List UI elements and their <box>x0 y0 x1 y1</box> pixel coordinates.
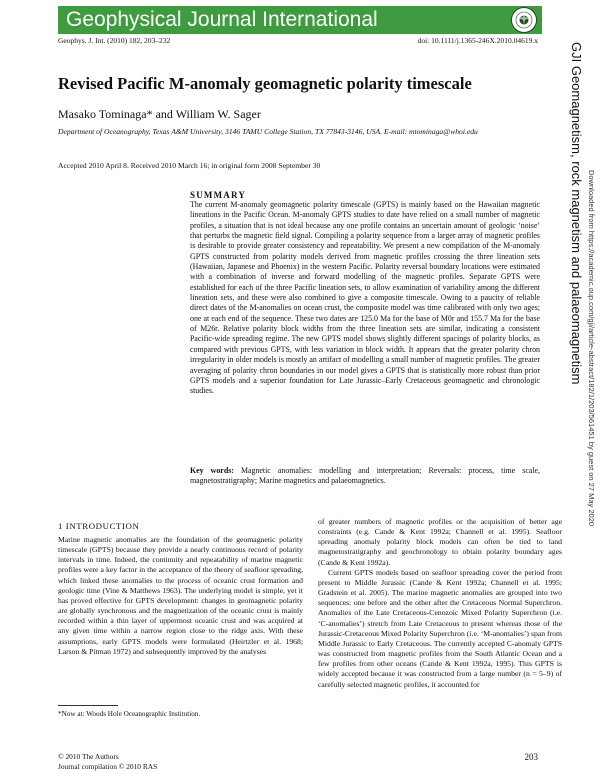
section-heading-introduction: 1 INTRODUCTION <box>58 521 140 531</box>
page-number: 203 <box>524 752 538 762</box>
intro-paragraph-1-continued: of greater numbers of magnetic profiles or the acquisition of better age constraints (e.g. Cande & Kent 1992a; Channell et al. 1995). Seafloor spreading anomaly polarity block models can often be tied to land magnetostratigraphy and geochronology to obtain polarity boundary ages (Cande & Kent 1992a). <box>318 517 562 567</box>
article-title: Revised Pacific M-anomaly geomagnetic polarity timescale <box>58 74 472 93</box>
journal-banner <box>58 6 542 34</box>
summary-heading: SUMMARY <box>190 190 247 200</box>
journal-title: Geophysical Journal International <box>66 8 378 31</box>
society-seal-icon <box>510 6 538 34</box>
subject-section-label: GJI Geomagnetism, rock magnetism and palaeomagnetism <box>569 42 584 385</box>
download-watermark: Downloaded from https://academic.oup.com/gji/article-abstract/182/1/203/561451 by guest on 27 May 2020 <box>587 170 596 527</box>
footnote: *Now at: Woods Hole Oceanographic Institution. <box>58 710 201 718</box>
body-column-right <box>318 517 562 690</box>
publication-dates: Accepted 2010 April 8. Received 2010 March 16; in original form 2008 September 30 <box>58 161 321 170</box>
keywords-text: Magnetic anomalies: modelling and interpretation; Reversals: process, time scale, magnetostratigraphy; Marine magnetics and palaeomagnetics. <box>190 466 540 486</box>
author-list: Masako Tominaga* and William W. Sager <box>58 107 261 121</box>
intro-paragraph-2: Current GPTS models based on seafloor spreading cover the period from present to Middle Jurassic (Cande & Kent 1992a; Channell et al. 1995; Gradstein et al. 2005). The marine magnetic anomalies are grouped into two sequences: one before and the other after the Cretaceous Normal Superchron. Anomalies of the Late Cretaceous-Cenozoic Mixed Polarity Superchron (i.e. ‘C-anomalies’) stretch from Late Cretaceous to present whereas those of the Jurassic-Cretaceous Mixed Polarity Superchron (i.e. ‘M-anomalies’) span from Middle Jurassic to Early Cretaceous. The currently accepted C-anomaly GPTS was constructed from magnetic profiles from the South Atlantic Ocean and a few profiles from other oceans (Cande & Kent 1992a, 1995). This GPTS is widely accepted because it was constructed from a large number (n = 5–9) of carefully selected magnetic profiles, it accounted for <box>318 567 562 689</box>
intro-paragraph-1: Marine magnetic anomalies are the foundation of the geomagnetic polarity timescale (GPTS) because they provide a nearly continuous record of polarity intervals in time. Indeed, the continuity and repeatability of marine magnetic profiles were a key factor in the acceptance of the theory of seafloor spreading, which linked these anomalies to the process of oceanic crust formation and geologic time (Vine & Matthews 1963). The underlying model is simple, yet it has proved effective for GPTS development: changes in geomagnetic polarity are globally synchronous and the magnetization of the oceanic crust is mainly recorded within a thin layer of uppermost oceanic crust and was acquired at any given time within a narrow region close to the ridge axis. With these assumptions, early GPTS models were formulated (Heirtzler et al. 1968; Larson & Pitman 1972) and subsequently improved by the analyses <box>58 535 303 656</box>
copyright-authors: © 2010 The Authors <box>58 752 119 761</box>
summary-text: The current M-anomaly geomagnetic polarity timescale (GPTS) is mainly based on the Hawaiian magnetic lineations in the Pacific Ocean. M-anomaly GPTS studies to date have relied on a small number of magnetic profiles, a situation that is not ideal because any one profile contains an uncertain amount of geologic ‘noise’ that perturbs the magnetic field signal. Compiling a polarity sequence from a larger array of magnetic profiles is desirable to provide greater consistency and repeatability. We present a new compilation of the M-anomaly GPTS constructed from polarity models derived from magnetic profiles crossing the three lineation sets (Hawaiian, Japanese and Phoenix) in the western Pacific. Polarity reversal boundary locations were estimated with a combination of inverse and forward modelling of the magnetic profiles. Separate GPTS were established for each of the three Pacific lineation sets, to allow examination of variability among the different lineation sets, and these were also combined to give a composite timescale. Owing to a paucity of reliable direct dates of the M-anomalies on ocean crust, the composite model was time calibrated with only two ages; one at each end of the sequence. These two dates are 125.0 Ma for the base of M0r and 155.7 Ma for the base of M26r. Relative polarity block widths from the three lineation sets are similar, indicating a consistent Pacific-wide spreading regime. The new GPTS model shows slightly different spacings of polarity blocks, as compared with previous GPTS, with less variation in block width. It appears that the greater polarity chron irregularity in older models is mostly an artifact of modelling a small number of magnetic profiles. The greater averaging of polarity chron boundaries in our model gives a GPTS that is statistically more robust than prior GPTS models and a superior foundation for Late Jurassic–Early Cretaceous geomagnetic and chronologic studies. <box>190 200 540 396</box>
author-affiliation: Department of Oceanography, Texas A&M University, 3146 TAMU College Station, TX 77843-3146, USA. E-mail: mtominaga@whoi.edu <box>58 127 478 136</box>
journal-citation: Geophys. J. Int. (2010) 182, 203–232 <box>58 36 171 45</box>
keywords <box>190 466 540 487</box>
body-column-left <box>58 535 303 657</box>
copyright-compilation: Journal compilation © 2010 RAS <box>58 761 158 771</box>
doi-link[interactable]: doi: 10.1111/j.1365-246X.2010.04619.x <box>417 36 538 45</box>
footnote-rule <box>58 705 118 706</box>
copyright-block <box>58 752 157 771</box>
keywords-label: Key words: <box>190 466 234 475</box>
